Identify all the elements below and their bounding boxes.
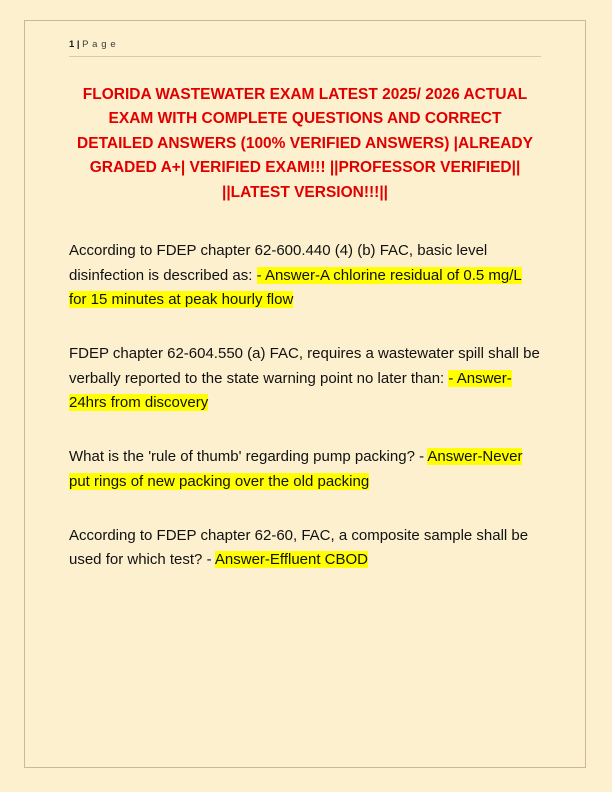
page-header bbox=[69, 39, 541, 56]
document-title: FLORIDA WASTEWATER EXAM LATEST 2025/ 2026 ACTUAL EXAM WITH COMPLETE QUESTIONS AND CORRECT DETAILED ANSWERS (100% VERIFIED ANSWERS) |ALREADY GRADED A+| VERIFIED EXAM!!! ||PROFESSOR VERIFIED|| ||LATEST VERSION!!!|| bbox=[77, 86, 533, 201]
page-content bbox=[25, 21, 585, 767]
qa-item bbox=[69, 239, 541, 312]
page-header-label: P a g e bbox=[82, 39, 117, 50]
question-text: According to FDEP chapter 62-600.440 (4) (b) FAC, basic level disinfection is described as: bbox=[69, 242, 488, 284]
qa-item bbox=[69, 445, 541, 494]
qa-item bbox=[69, 342, 541, 415]
page-number: 1 bbox=[69, 39, 75, 50]
question-text: According to FDEP chapter 62-60, FAC, a composite sample shall be used for which test? - bbox=[69, 526, 529, 569]
answer-text: Answer-Never put rings of new packing over the old packing bbox=[69, 448, 523, 490]
answer-text: Answer-Effluent CBOD bbox=[214, 551, 369, 569]
page-header-separator: | bbox=[76, 39, 81, 50]
question-text: What is the 'rule of thumb' regarding pump packing? - bbox=[69, 448, 425, 466]
answer-text: - Answer-24hrs from discovery bbox=[69, 369, 512, 411]
document-page bbox=[24, 20, 586, 768]
header-divider bbox=[69, 56, 541, 57]
question-text: FDEP chapter 62-604.550 (a) FAC, requires a wastewater spill shall be verbally reported to the state warning point no later than: bbox=[69, 345, 540, 387]
answer-text: - Answer-A chlorine residual of 0.5 mg/L for 15 minutes at peak hourly flow bbox=[69, 266, 522, 309]
qa-item bbox=[69, 524, 541, 573]
